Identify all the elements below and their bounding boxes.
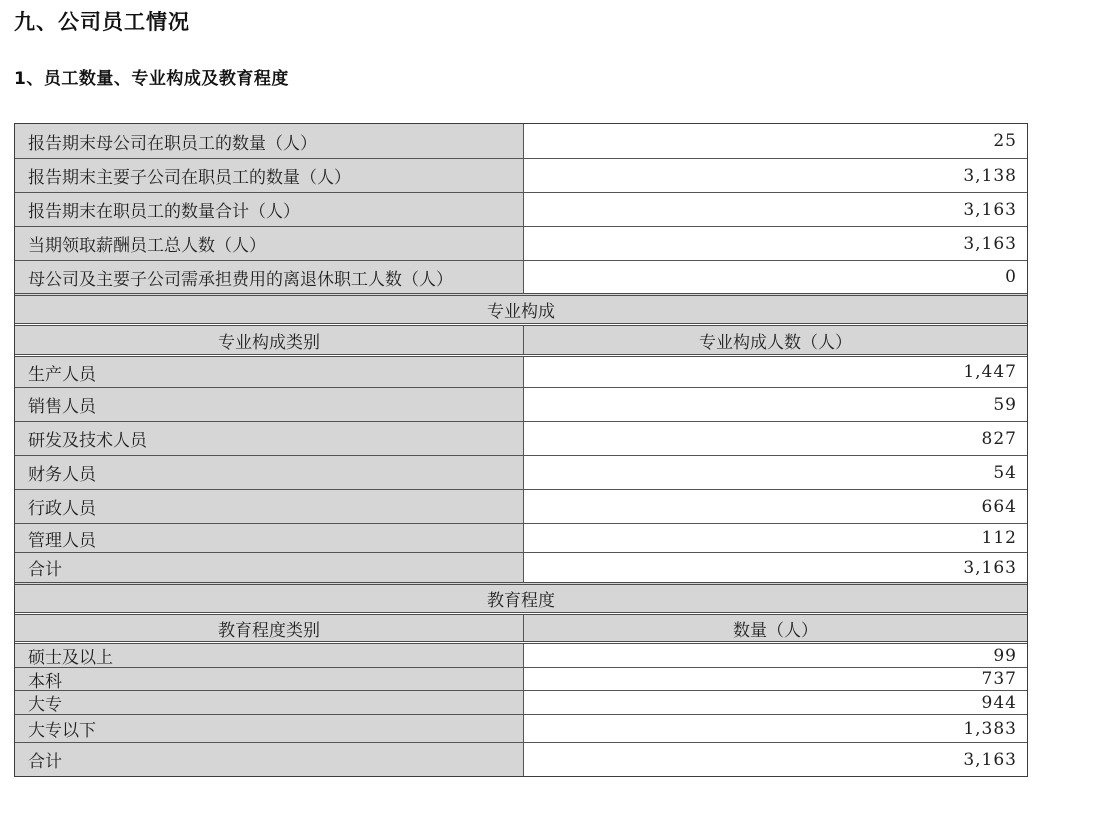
- row-label: 报告期末母公司在职员工的数量（人）: [15, 124, 524, 158]
- table-row: [15, 421, 1027, 455]
- row-value: 112: [524, 524, 1027, 552]
- row-label: 大专: [15, 691, 524, 714]
- row-label: 报告期末主要子公司在职员工的数量（人）: [15, 159, 524, 192]
- row-label: 当期领取薪酬员工总人数（人）: [15, 227, 524, 260]
- row-value: 3,163: [524, 193, 1027, 226]
- table-row: [15, 455, 1027, 489]
- row-label: 销售人员: [15, 388, 524, 421]
- table-row: [15, 387, 1027, 421]
- table-row: [15, 192, 1027, 226]
- row-label: 研发及技术人员: [15, 422, 524, 455]
- row-value: 99: [524, 644, 1027, 667]
- column-header-category: 教育程度类别: [15, 615, 524, 641]
- row-label: 大专以下: [15, 715, 524, 742]
- table-row: [15, 226, 1027, 260]
- column-header-count: 数量（人）: [524, 615, 1027, 641]
- row-value: 1,447: [524, 357, 1027, 387]
- row-label: 硕士及以上: [15, 644, 524, 667]
- employee-table: [14, 123, 1028, 777]
- profession-column-headers: [15, 323, 1027, 354]
- row-value: 3,138: [524, 159, 1027, 192]
- row-label: 报告期末在职员工的数量合计（人）: [15, 193, 524, 226]
- row-value: 0: [524, 261, 1027, 293]
- row-label: 财务人员: [15, 456, 524, 489]
- profession-section-header: [15, 293, 1027, 323]
- row-value: 59: [524, 388, 1027, 421]
- page-subtitle: 1、员工数量、专业构成及教育程度: [14, 69, 289, 89]
- row-value: 827: [524, 422, 1027, 455]
- section-title: 专业构成: [487, 302, 555, 322]
- row-label: 管理人员: [15, 524, 524, 552]
- row-value: 1,383: [524, 715, 1027, 742]
- table-row: [15, 523, 1027, 552]
- row-value: 3,163: [524, 227, 1027, 260]
- row-label: 母公司及主要子公司需承担费用的离退休职工人数（人）: [15, 261, 524, 293]
- table-row: [15, 641, 1027, 667]
- row-value: 3,163: [524, 743, 1027, 776]
- row-label: 合计: [15, 553, 524, 582]
- table-row: [15, 690, 1027, 714]
- column-header-count: 专业构成人数（人）: [524, 326, 1027, 354]
- table-row: [15, 552, 1027, 582]
- education-section-header: [15, 582, 1027, 612]
- row-value: 54: [524, 456, 1027, 489]
- page-title: 九、公司员工情况: [14, 10, 190, 34]
- table-row: [15, 124, 1027, 158]
- table-row: [15, 354, 1027, 387]
- table-row: [15, 489, 1027, 523]
- table-row: [15, 742, 1027, 776]
- row-value: 25: [524, 124, 1027, 158]
- row-value: 3,163: [524, 553, 1027, 582]
- table-row: [15, 714, 1027, 742]
- table-row: [15, 158, 1027, 192]
- row-label: 本科: [15, 668, 524, 690]
- row-label: 合计: [15, 743, 524, 776]
- table-row: [15, 260, 1027, 293]
- education-column-headers: [15, 612, 1027, 641]
- row-value: 737: [524, 668, 1027, 690]
- column-header-category: 专业构成类别: [15, 326, 524, 354]
- row-value: 944: [524, 691, 1027, 714]
- table-row: [15, 667, 1027, 690]
- row-label: 行政人员: [15, 490, 524, 523]
- row-label: 生产人员: [15, 357, 524, 387]
- row-value: 664: [524, 490, 1027, 523]
- section-title: 教育程度: [487, 591, 555, 611]
